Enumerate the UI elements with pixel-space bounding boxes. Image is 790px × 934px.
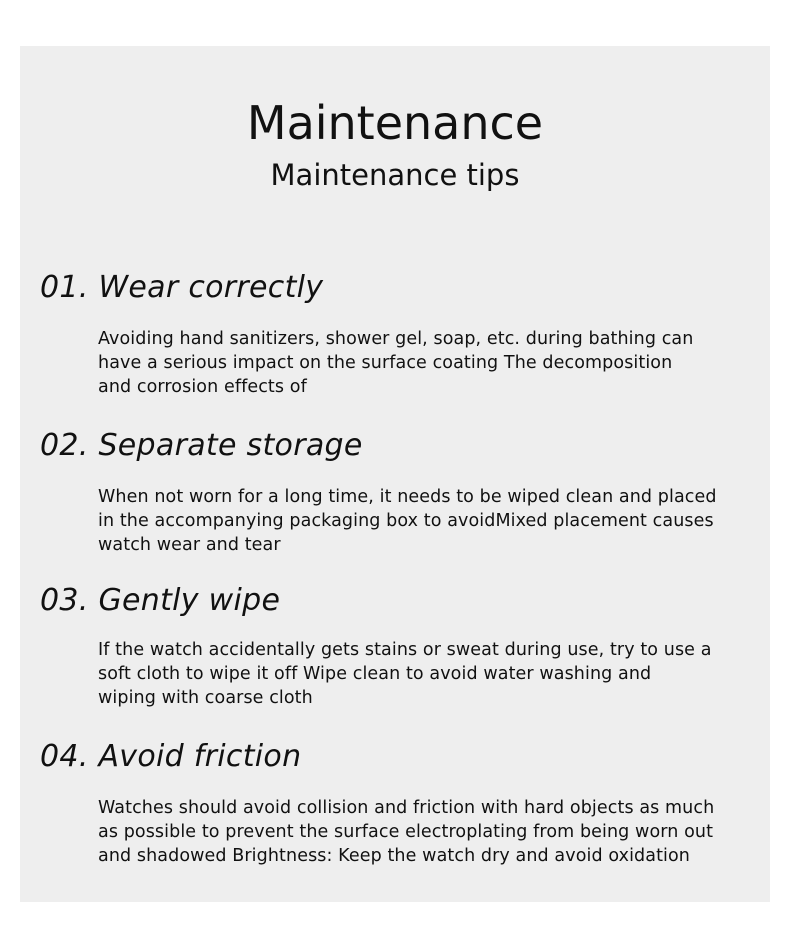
tip-body-line: have a serious impact on the surface coating The decomposition	[98, 353, 673, 373]
tip-heading-2: 02. Separate storage	[40, 428, 363, 463]
tip-body-1	[98, 327, 768, 399]
tip-heading-4: 04. Avoid friction	[40, 739, 302, 774]
tip-body-line: wiping with coarse cloth	[98, 688, 313, 708]
tip-heading-1: 01. Wear correctly	[40, 270, 324, 305]
tip-body-line: If the watch accidentally gets stains or sweat during use, try to use a	[98, 640, 712, 660]
tip-body-2	[98, 485, 768, 557]
tip-body-line: as possible to prevent the surface electroplating from being worn out	[98, 822, 714, 842]
tip-heading-3: 03. Gently wipe	[40, 583, 281, 618]
page-subtitle: Maintenance tips	[270, 158, 520, 192]
tip-body-line: watch wear and tear	[98, 535, 281, 555]
tip-body-3	[98, 638, 768, 710]
tip-body-line: soft cloth to wipe it off Wipe clean to avoid water washing and	[98, 664, 652, 684]
tip-body-line: When not worn for a long time, it needs to be wiped clean and placed	[98, 487, 717, 507]
tip-body-line: Watches should avoid collision and friction with hard objects as much	[98, 798, 715, 818]
tip-body-line: in the accompanying packaging box to avoidMixed placement causes	[98, 511, 714, 531]
tip-body-line: and shadowed Brightness: Keep the watch dry and avoid oxidation	[98, 846, 690, 866]
tip-body-line: Avoiding hand sanitizers, shower gel, soap, etc. during bathing can	[98, 329, 694, 349]
tip-body-4	[98, 796, 768, 868]
page-title: Maintenance	[246, 96, 544, 150]
tip-body-line: and corrosion effects of	[98, 377, 307, 397]
